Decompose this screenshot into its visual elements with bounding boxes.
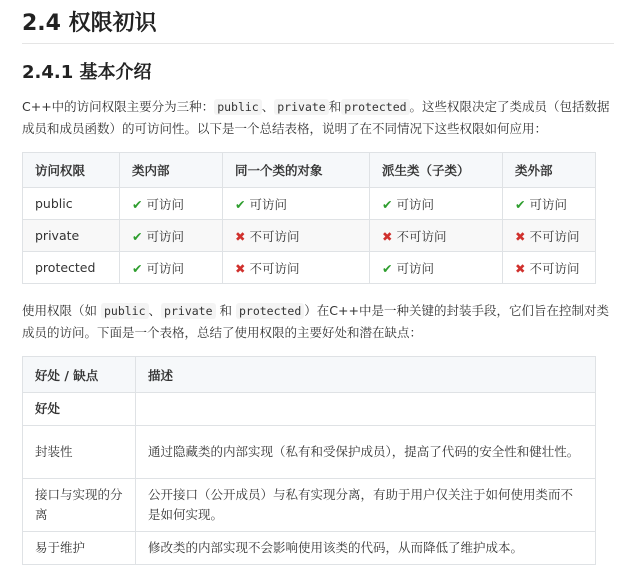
access-cell — [370, 252, 503, 284]
item-desc: 修改类的内部实现不会影响使用该类的代码，从而降低了维护成本。 — [136, 532, 596, 565]
access-level: private — [23, 220, 120, 252]
intro-text-2: 。这些权限决定了类成员（包括数据成员和成员函数）的可访问性。以下是一个总结表格，说明了在不同情况下这些权限如何应用： — [22, 99, 610, 136]
access-cell — [223, 252, 370, 284]
item-name: 接口与实现的分离 — [23, 479, 136, 532]
table-row — [23, 479, 596, 532]
subsection-title: 2.4.1 基本介绍 — [22, 62, 152, 83]
table-row — [23, 532, 596, 565]
header-cell: 类外部 — [503, 153, 596, 188]
header-cell: 好处 / 缺点 — [23, 357, 136, 393]
check-icon: ✔ — [132, 196, 143, 212]
group-row — [23, 393, 596, 426]
cross-icon: ✖ — [235, 228, 246, 244]
header-cell: 派生类（子类） — [370, 153, 503, 188]
usage-text-2: ）在C++中是一种关键的封装手段，它们旨在控制对类成员的访问。下面是一个表格，总结了使用权限的主要好处和潜在缺点： — [22, 303, 609, 340]
access-text: 可访问 — [146, 228, 184, 244]
access-cell — [223, 220, 370, 252]
item-name: 易于维护 — [23, 532, 136, 565]
code-public: public — [214, 99, 262, 115]
cross-icon: ✖ — [235, 260, 246, 276]
access-text: 不可访问 — [529, 260, 580, 276]
cross-icon: ✖ — [382, 228, 393, 244]
access-text: 不可访问 — [249, 260, 300, 276]
access-text: 可访问 — [396, 196, 434, 212]
access-cell — [503, 252, 596, 284]
check-icon: ✔ — [382, 196, 393, 212]
access-level: protected — [23, 252, 120, 284]
access-cell — [370, 220, 503, 252]
code-public: public — [101, 303, 149, 319]
check-icon: ✔ — [515, 196, 526, 212]
access-cell — [370, 188, 503, 220]
table-row — [23, 252, 596, 284]
header-cell: 描述 — [136, 357, 596, 393]
access-cell — [503, 220, 596, 252]
header-cell: 同一个类的对象 — [223, 153, 370, 188]
section-title: 2.4 权限初识 — [22, 6, 614, 44]
usage-and: 和 — [215, 303, 236, 318]
table-row — [23, 188, 596, 220]
usage-text-1: 使用权限（如 — [22, 303, 101, 318]
cross-icon: ✖ — [515, 228, 526, 244]
access-text: 可访问 — [529, 196, 567, 212]
usage-paragraph — [22, 300, 614, 344]
access-table-header — [23, 153, 596, 188]
group-label: 好处 — [23, 393, 136, 426]
code-protected: protected — [236, 303, 304, 319]
item-desc: 公开接口（公开成员）与私有实现分离，有助于用户仅关注于如何使用类而不是如何实现。 — [136, 479, 596, 532]
intro-sep: 、 — [261, 99, 275, 114]
check-icon: ✔ — [382, 260, 393, 276]
header-cell: 类内部 — [120, 153, 223, 188]
access-text: 可访问 — [396, 260, 434, 276]
item-desc: 通过隐藏类的内部实现（私有和受保护成员），提高了代码的安全性和健壮性。 — [136, 426, 596, 479]
check-icon: ✔ — [235, 196, 246, 212]
access-table — [22, 152, 596, 284]
table-row — [23, 426, 596, 479]
header-cell: 访问权限 — [23, 153, 120, 188]
pros-table-header — [23, 357, 596, 393]
access-level: public — [23, 188, 120, 220]
usage-sep: 、 — [148, 303, 162, 318]
pros-table — [22, 356, 596, 565]
empty-cell — [136, 393, 596, 426]
check-icon: ✔ — [132, 228, 143, 244]
access-cell — [120, 252, 223, 284]
code-protected: protected — [341, 99, 409, 115]
access-text: 不可访问 — [249, 228, 300, 244]
intro-text-1: C++中的访问权限主要分为三种： — [22, 99, 215, 114]
intro-and: 和 — [328, 99, 342, 114]
item-name: 封装性 — [23, 426, 136, 479]
access-text: 可访问 — [146, 260, 184, 276]
access-cell — [120, 220, 223, 252]
access-cell — [223, 188, 370, 220]
check-icon: ✔ — [132, 260, 143, 276]
access-cell — [503, 188, 596, 220]
table-row — [23, 220, 596, 252]
access-text: 可访问 — [146, 196, 184, 212]
access-text: 不可访问 — [529, 228, 580, 244]
intro-paragraph — [22, 96, 614, 140]
cross-icon: ✖ — [515, 260, 526, 276]
code-private: private — [161, 303, 215, 319]
access-text: 可访问 — [249, 196, 287, 212]
access-text: 不可访问 — [396, 228, 447, 244]
access-cell — [120, 188, 223, 220]
code-private: private — [274, 99, 328, 115]
